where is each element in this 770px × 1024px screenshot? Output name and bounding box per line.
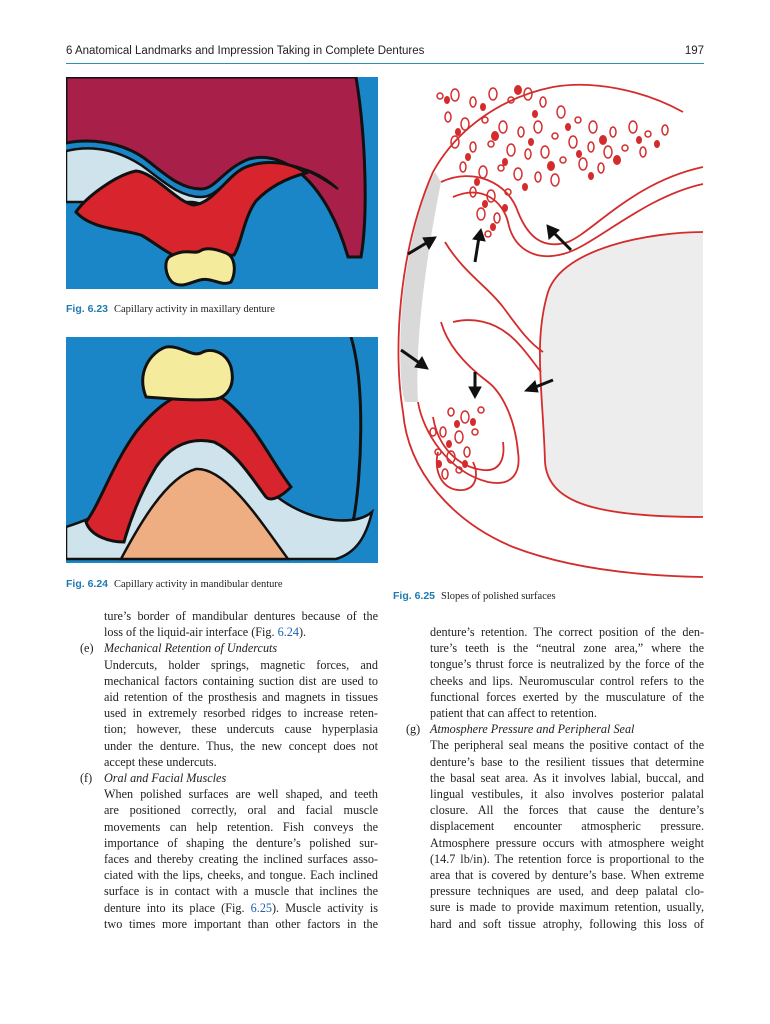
caption-text: Capillary activity in mandibular denture — [114, 579, 283, 590]
text-line: (14.7 lb/in). The retention force is proportional to the — [430, 851, 704, 866]
text-line: pressure techniques are used, and deep palatal clo- — [430, 884, 704, 899]
text-line: denture’s retention. The correct position of the den- — [430, 625, 704, 639]
running-head — [66, 45, 704, 61]
figure-6-23-maxillary — [66, 77, 378, 289]
text-line: lingual vestibules, it also involves posterior palatal — [430, 787, 704, 802]
text-line: tion; however, these undercuts cause hyperplasia — [104, 722, 378, 737]
text-line: aid retention of the prosthesis and magnets in tissues — [104, 690, 378, 705]
item-marker: (e) — [80, 641, 94, 656]
text-span: denture into its place (Fig. — [104, 900, 251, 915]
right-text-column — [406, 624, 704, 932]
text-span: ). — [298, 625, 307, 640]
left-text-column — [80, 608, 379, 932]
text-line: area that is covered by denture’s base. When extreme — [430, 868, 704, 883]
figure-reference-link[interactable]: 6.25 — [250, 900, 272, 915]
text-line: under the denture. Thus, the new concept does not — [104, 738, 378, 753]
item-g-heading — [406, 721, 704, 737]
fig625-lower-denture-inner — [433, 417, 503, 470]
page-number: 197 — [684, 45, 704, 57]
fig623-yellow-tooth — [166, 249, 234, 285]
text-line — [104, 624, 378, 640]
text-line: functional forces exerted by the musculature of the — [430, 689, 704, 704]
caption-label: Fig. 6.23 — [66, 303, 109, 315]
caption-fig-6-24 — [66, 578, 283, 591]
text-line: the basal seat area. As it involves labial, buccal, and — [430, 770, 704, 785]
caption-text: Capillary activity in maxillary denture — [114, 304, 275, 315]
fig624-yellow-tooth — [143, 347, 233, 400]
item-marker: (f) — [80, 771, 93, 786]
text-line: closure. All the forces that cause the denture’s — [430, 803, 704, 818]
text-line: faces and thereby creating the inclined surfaces asso- — [104, 852, 378, 867]
fig625-interocclusal-teeth — [445, 242, 543, 372]
text-span: ). Muscle activity is — [272, 900, 379, 915]
item-title: Mechanical Retention of Undercuts — [104, 641, 278, 656]
text-line: denture’s base to the resilient tissues that determine — [430, 754, 704, 769]
figure-reference-link[interactable]: 6.24 — [277, 625, 299, 640]
figure-6-25-polished-surfaces — [393, 72, 704, 580]
text-line: ture’s border of mandibular dentures because of the — [104, 609, 378, 623]
text-line: accept these undercuts. — [104, 754, 217, 769]
text-line: When polished surfaces are well shaped, and teeth — [104, 787, 378, 802]
fig625-upper-cells-filled — [444, 85, 660, 231]
text-line: movements can help retention. Fish conveys the — [104, 819, 378, 834]
text-line: importance of shaping the denture’s polished sur- — [104, 835, 378, 850]
text-line: Atmosphere pressure occurs with atmosphere weight — [430, 835, 704, 850]
item-e-heading — [80, 640, 378, 656]
text-line: surface is in contact with a muscle that inclines the — [104, 884, 378, 899]
text-line: displacement encounter atmospheric pressure. — [430, 819, 704, 834]
text-line: patient that can affect to retention. — [430, 706, 597, 721]
item-marker: (g) — [406, 722, 421, 737]
fig625-tongue-grey-area — [540, 232, 703, 517]
text-line — [104, 900, 378, 916]
text-line: hard and soft tissue atrophy, following this loss of — [430, 916, 704, 931]
text-span: loss of the liquid-air interface (Fig. — [104, 625, 278, 640]
item-title: Atmosphere Pressure and Peripheral Seal — [430, 722, 635, 737]
chapter-title: 6 Anatomical Landmarks and Impression Taking in Complete Dentures — [66, 45, 425, 57]
text-line: used in extremely resorbed ridges to increase reten- — [104, 706, 378, 721]
fig625-mandibular-denture — [418, 322, 519, 483]
caption-label: Fig. 6.24 — [66, 578, 109, 590]
text-line: cheeks and lips. Neuromuscular control refers to the — [430, 673, 704, 688]
text-line: Undercuts, holder springs, magnetic forces, and — [104, 657, 378, 672]
text-line: two times more important than other factors in the — [104, 916, 378, 931]
text-line: ture’s teeth is the “neutral zone area,” where the — [430, 641, 704, 656]
caption-fig-6-23 — [66, 303, 275, 316]
caption-text: Slopes of polished surfaces — [441, 591, 556, 602]
caption-fig-6-25 — [393, 590, 556, 603]
header-rule — [66, 63, 704, 64]
figure-6-24-mandibular — [66, 337, 378, 563]
caption-label: Fig. 6.25 — [393, 590, 436, 602]
text-line: are positioned correctly, oral and facial muscle — [104, 803, 378, 818]
item-title: Oral and Facial Muscles — [104, 771, 227, 786]
item-f-heading — [80, 770, 378, 786]
text-line: The peripheral seal means the positive contact of the — [430, 738, 704, 753]
text-line: tongue’s thrust force is neutralized by the force of the — [430, 657, 704, 672]
text-line: mechanical factors containing suction dist are used to — [104, 673, 378, 688]
text-line: sure is made to provide maximum retention, usually, — [430, 900, 704, 915]
text-line: ciated with the lips, cheeks, and tongue. Each inclined — [104, 868, 378, 883]
